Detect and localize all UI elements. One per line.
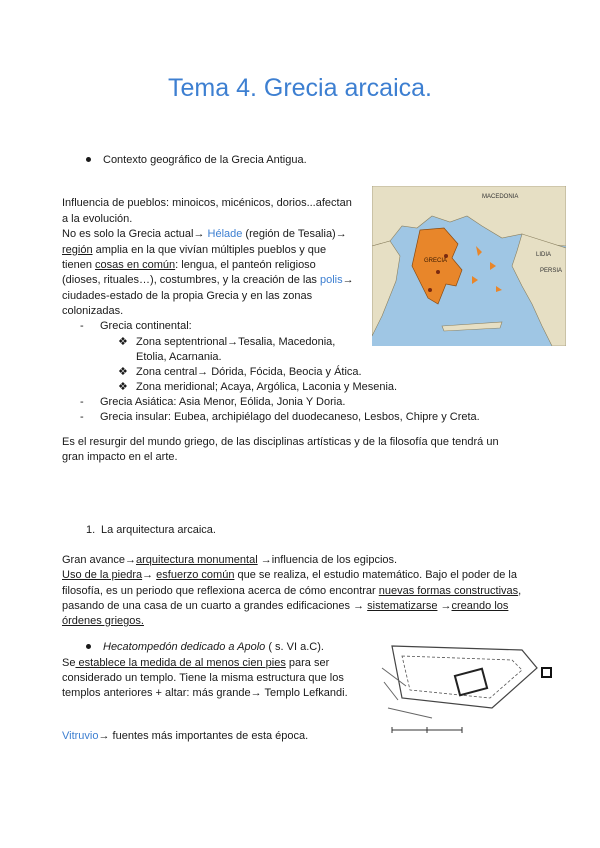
bullet-text: Contexto geográfico de la Grecia Antigua. — [103, 154, 307, 166]
heca-line-4: templos anteriores + altar: más grande→ Templo Lefkandi. — [62, 687, 348, 699]
intro-line-7: ciudades-estado de la propia Grecia y en las zonas — [62, 290, 313, 302]
intro-line-3: No es solo la Grecia actual→ Hélade (región de Tesalia)→ — [62, 228, 347, 240]
diamond-icon: ❖ — [118, 381, 128, 393]
link-vitruvio[interactable]: Vitruvio — [62, 730, 99, 742]
arq-line-3: filosofía, es un periodo que reflexiona acerca de cómo encontrar nuevas formas constructivas, — [62, 585, 522, 597]
intro-line-1: Influencia de pueblos: minoicos, micénicos, dorios...afectan — [62, 197, 352, 209]
page-title: Tema 4. Grecia arcaica. — [168, 74, 432, 102]
bullet-dot — [86, 644, 91, 649]
greece-map-svg — [372, 186, 566, 346]
heca-line-2: Se establece la medida de al menos cien pies para ser — [62, 657, 330, 669]
bullet-context — [86, 153, 307, 169]
list-dash: - — [80, 396, 84, 408]
intro-line-8: colonizadas. — [62, 305, 124, 317]
bullet-hecatompedon: Hecatompedón dedicado a Apolo ( s. VI a.C). — [86, 640, 324, 656]
arq-line-1: Gran avance→arquitectura monumental →influencia de los egipcios. — [62, 554, 398, 566]
region-septentrional-cont: Etolia, Acarnania. — [136, 351, 222, 363]
heca-line-3: considerado un templo. Tiene la misma estructura que los — [62, 672, 344, 684]
diamond-icon: ❖ — [118, 336, 128, 348]
greece-map-image — [372, 186, 566, 346]
arq-line-5: órdenes griegos. — [62, 615, 144, 627]
map-label-macedonia: MACEDONIA — [482, 194, 519, 200]
intro-line-6: (dioses, rituales…), costumbres, y la creación de las polis→ — [62, 274, 354, 286]
region-septentrional: Zona septentrional→Tesalia, Macedonia, — [136, 336, 336, 348]
intro-line-2: a la evolución. — [62, 213, 133, 225]
link-polis[interactable]: polis — [320, 274, 343, 286]
region-asiatica: Grecia Asiática: Asia Menor, Eólida, Jonia Y Doria. — [100, 396, 346, 408]
section-number: 1. — [86, 524, 96, 536]
arq-line-2: Uso de la piedra→ esfuerzo común que se realiza, el estudio matemático. Bajo el poder de la — [62, 569, 517, 581]
region-central: Zona central→ Dórida, Fócida, Beocia y Ática. — [136, 366, 362, 378]
list-dash: - — [80, 320, 84, 332]
arq-line-4: pasando de una casa de un cuarto a grandes edificaciones → sistematizarse →creando los — [62, 600, 509, 612]
list-dash: - — [80, 411, 84, 423]
resurgir-line-2: gran impacto en el arte. — [62, 451, 178, 463]
diamond-icon: ❖ — [118, 366, 128, 378]
vitruvio-line: Vitruvio→ fuentes más importantes de esta época. — [62, 730, 309, 742]
map-label-lidia: LIDIA — [536, 252, 552, 258]
intro-line-5: tienen cosas en común: lengua, el panteón religioso — [62, 259, 316, 271]
temple-plan-svg — [372, 638, 556, 738]
section-heading: La arquitectura arcaica. — [101, 524, 216, 536]
region-continental: Grecia continental: — [100, 320, 192, 332]
temple-plan-image — [372, 638, 556, 738]
region-meridional: Zona meridional; Acaya, Argólica, Laconia y Mesenia. — [136, 381, 398, 393]
bullet-dot — [86, 157, 91, 162]
intro-line-4: región amplia en la que vivían múltiples pueblos y que — [62, 244, 327, 256]
map-label-greece: GRECIA — [424, 258, 448, 264]
link-helade[interactable]: Hélade — [207, 228, 243, 240]
region-insular: Grecia insular: Eubea, archipiélago del duodecaneso, Lesbos, Chipre y Creta. — [100, 411, 480, 423]
map-label-persia: PERSIA — [540, 268, 563, 274]
resurgir-line-1: Es el resurgir del mundo griego, de las disciplinas artísticas y de la filosofía que tendrá un — [62, 436, 499, 448]
